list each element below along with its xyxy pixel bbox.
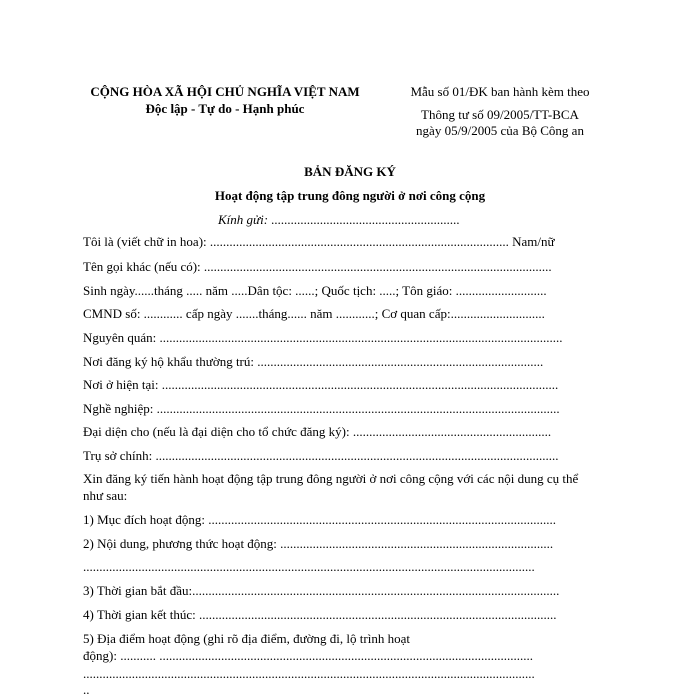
national-motto: Độc lập - Tự do - Hạnh phúc [145,101,305,116]
form-number: Mẫu số 01/ĐK ban hành kèm theo [410,84,590,99]
field-occupation: Nghề nghiệp: ............................................................................................................................ [83,401,560,416]
request-line-2: như sau: [83,488,128,503]
item-location-line-3: ........................................................................................................................................... [83,666,535,681]
item-location-line-2: động): ........... ................................................................................................................... [83,648,533,663]
field-current-address: Nơi ở hiện tại: .......................................................................................................................... [83,377,559,392]
item-end-time: 4) Thời gian kết thúc: .............................................................................................................. [83,607,557,622]
request-line-1: Xin đăng ký tiến hành hoạt động tập trung đông người ở nơi công cộng với các nội dung cụ thể [83,471,579,486]
document-title: BẢN ĐĂNG KÝ [304,164,396,179]
national-title: CỘNG HÒA XÃ HỘI CHỦ NGHĨA VIỆT NAM [90,84,360,99]
field-birth-info: Sinh ngày......tháng ..... năm .....Dân tộc: ......; Quốc tịch: .....; Tôn giáo: ............................ [83,283,547,298]
item-location-line-1: 5) Địa điểm hoạt động (ghi rõ địa điểm, đường đi, lộ trình hoạt [83,631,410,646]
issue-date: ngày 05/9/2005 của Bộ Công an [416,123,584,138]
item-start-time: 3) Thời gian bắt đầu:................................................................................................................. [83,583,560,598]
item-purpose: 1) Mục đích hoạt động: ........................................................................................................... [83,512,557,527]
field-full-name: Tôi là (viết chữ in hoa): ............................................................................................ Nam/nữ [83,234,555,249]
item-content: 2) Nội dung, phương thức hoạt động: .................................................................................... [83,536,554,551]
field-other-name: Tên gọi khác (nếu có): ........................................................................................................... [83,259,552,274]
field-hometown: Nguyên quán: ............................................................................................................................ [83,330,563,345]
field-headquarters: Trụ sở chính: ............................................................................................................................ [83,448,559,463]
item-location-line-4: .. [83,682,90,697]
circular-number: Thông tư số 09/2005/TT-BCA [421,107,579,122]
field-permanent-residence: Nơi đăng ký hộ khẩu thường trú: ........................................................................................ [83,354,544,369]
item-content-continued: ........................................................................................................................................... [83,559,535,574]
document-subtitle: Hoạt động tập trung đông người ở nơi công cộng [214,188,486,203]
field-representative: Đại diện cho (nếu là đại diện cho tổ chức đăng ký): ............................................................. [83,424,552,439]
field-id-card: CMND số: ............ cấp ngày .......tháng...... năm ............; Cơ quan cấp:............................. [83,306,545,321]
addressee-line: Kính gửi: .......................................................... [218,212,460,227]
